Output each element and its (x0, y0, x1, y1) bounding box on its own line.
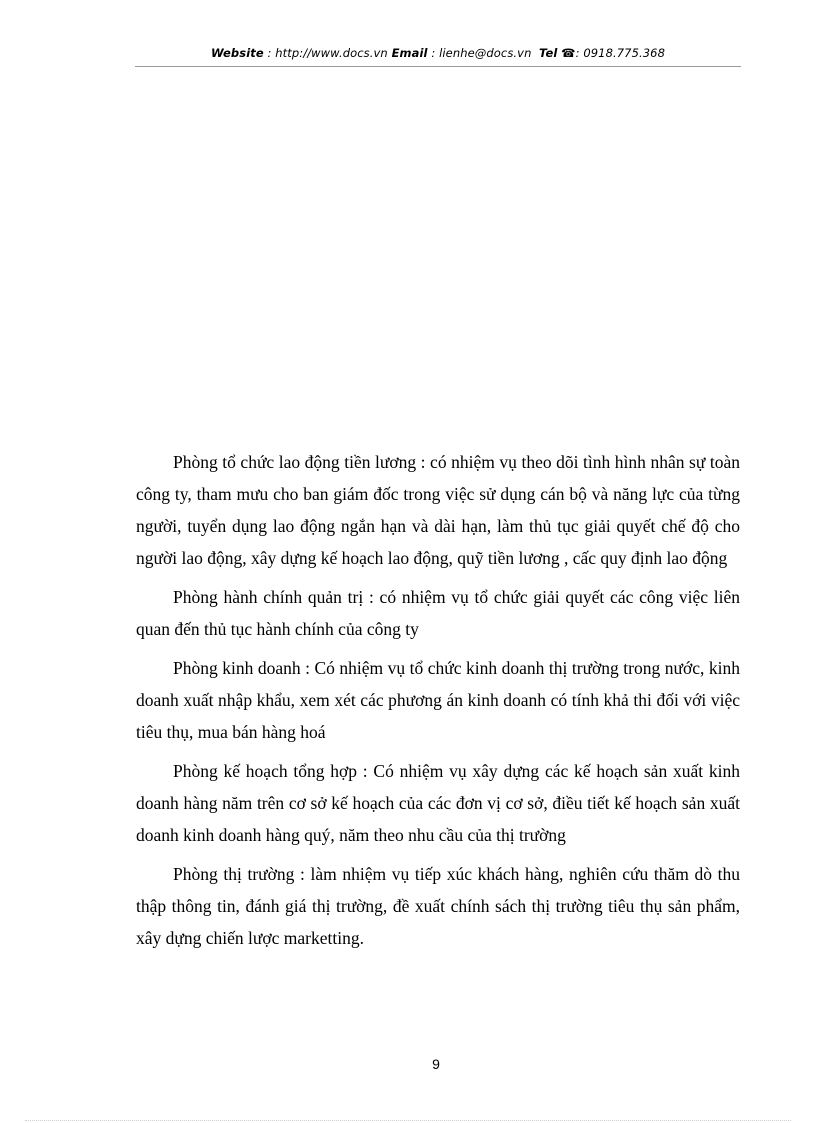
page-number: 9 (432, 1056, 440, 1072)
telephone-icon: ☎ (561, 46, 576, 60)
website-separator: : (263, 46, 276, 60)
tel-value: : 0918.775.368 (575, 46, 666, 60)
website-label: Website (210, 46, 264, 60)
document-body (136, 446, 740, 961)
email-separator: : (427, 46, 440, 60)
email-label: Email (391, 46, 428, 60)
footer-divider (25, 1120, 791, 1121)
paragraph-hanh-chinh-quan-tri: Phòng hành chính quản trị : có nhiệm vụ tổ chức giải quyết các công việc liên quan đến thủ tục hành chính của công ty (136, 587, 740, 639)
email-value: lienhe@docs.vn (439, 46, 532, 60)
paragraph-to-chuc-lao-dong: Phòng tổ chức lao động tiền lương : có nhiệm vụ theo dõi tình hình nhân sự toàn công ty, tham mưu cho ban giám đốc trong việc sử dụng cán bộ và năng lực của từng người, tuyển dụng lao động ngắn hạn và dài hạn, làm thủ tục giải quyết chế độ cho người lao động, xây dựng kế hoạch lao động, quỹ tiền lương , cấc quy định lao động (136, 452, 740, 568)
website-url: http://www.docs.vn (275, 46, 388, 60)
paragraph-ke-hoach-tong-hop: Phòng kế hoạch tổng hợp : Có nhiệm vụ xây dựng các kế hoạch sản xuất kinh doanh hàng năm trên cơ sở kế hoạch của các đơn vị cơ sở, điều tiết kế hoạch sản xuất doanh kinh doanh hàng quý, năm theo nhu cầu của thị trường (136, 761, 740, 845)
page-header (135, 46, 741, 60)
paragraph-kinh-doanh: Phòng kinh doanh : Có nhiệm vụ tổ chức kinh doanh thị trường trong nước, kinh doanh xuất nhập khẩu, xem xét các phương án kinh doanh có tính khả thi đối với việc tiêu thụ, mua bán hàng hoá (136, 658, 740, 742)
tel-label: Tel (539, 46, 558, 60)
header-divider (135, 66, 741, 67)
paragraph-thi-truong: Phòng thị trường : làm nhiệm vụ tiếp xúc khách hàng, nghiên cứu thăm dò thu thập thông tin, đánh giá thị trường, đề xuất chính sách thị trường tiêu thụ sản phẩm, xây dựng chiến lược marketting. (136, 864, 740, 948)
